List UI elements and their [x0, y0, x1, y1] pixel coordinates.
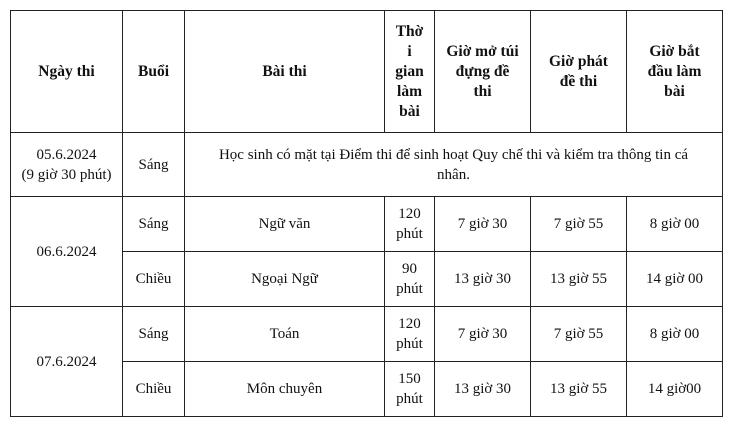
- open-time-cell: 13 giờ 30: [435, 252, 531, 307]
- header-duration-line: làm: [397, 82, 422, 100]
- header-row: [11, 11, 723, 133]
- session-cell: Chiều: [123, 252, 185, 307]
- header-open-line: thi: [473, 82, 492, 100]
- header-duration: [385, 11, 435, 133]
- duration-cell: 150 phút: [385, 362, 435, 417]
- date-text: 05.6.2024: [36, 146, 97, 163]
- header-start-line: đầu làm: [647, 62, 702, 80]
- start-time-cell: 14 giờ 00: [627, 252, 723, 307]
- table-row: [11, 133, 723, 197]
- header-distribute: [531, 11, 627, 133]
- session-cell: Sáng: [123, 197, 185, 252]
- header-session: Buổi: [123, 11, 185, 133]
- duration-cell: 120 phút: [385, 197, 435, 252]
- subject-cell: Môn chuyên: [185, 362, 385, 417]
- subject-cell: Toán: [185, 307, 385, 362]
- distribute-time-cell: 13 giờ 55: [531, 362, 627, 417]
- start-time-cell: 14 giờ00: [627, 362, 723, 417]
- header-open-line: đựng đề: [455, 62, 510, 80]
- header-start-line: bài: [664, 82, 685, 100]
- distribute-time-cell: 13 giờ 55: [531, 252, 627, 307]
- open-time-cell: 7 giờ 30: [435, 307, 531, 362]
- distribute-time-cell: 7 giờ 55: [531, 307, 627, 362]
- header-start: [627, 11, 723, 133]
- subject-cell: Ngoại Ngữ: [185, 252, 385, 307]
- duration-cell: 120 phút: [385, 307, 435, 362]
- open-time-cell: 7 giờ 30: [435, 197, 531, 252]
- table-row: [11, 307, 723, 362]
- distribute-time-cell: 7 giờ 55: [531, 197, 627, 252]
- header-duration-line: i: [407, 42, 412, 60]
- date-cell: 07.6.2024: [11, 307, 123, 417]
- exam-schedule-table: [10, 10, 723, 417]
- header-open-bag: [435, 11, 531, 133]
- header-duration-line: bài: [399, 102, 420, 120]
- start-time-cell: 8 giờ 00: [627, 197, 723, 252]
- header-distribute-line: Giờ phát: [549, 52, 608, 70]
- table-row: [11, 197, 723, 252]
- header-date: Ngày thi: [11, 11, 123, 133]
- open-time-cell: 13 giờ 30: [435, 362, 531, 417]
- note-cell: Học sinh có mặt tại Điểm thi để sinh hoạt Quy chế thi và kiểm tra thông tin cá nhân.: [185, 133, 723, 197]
- subject-cell: Ngữ văn: [185, 197, 385, 252]
- session-cell: Sáng: [123, 133, 185, 197]
- header-duration-line: gian: [395, 62, 424, 80]
- duration-cell: 90 phút: [385, 252, 435, 307]
- date-cell: [11, 133, 123, 197]
- session-cell: Chiều: [123, 362, 185, 417]
- header-start-line: Giờ bắt: [649, 42, 700, 60]
- time-text: (9 giờ 30 phút): [21, 166, 112, 183]
- header-distribute-line: đề thi: [559, 72, 598, 90]
- header-subject: Bài thi: [185, 11, 385, 133]
- date-cell: 06.6.2024: [11, 197, 123, 307]
- header-duration-line: Thờ: [395, 22, 424, 40]
- header-open-line: Giờ mở túi: [446, 42, 519, 60]
- start-time-cell: 8 giờ 00: [627, 307, 723, 362]
- session-cell: Sáng: [123, 307, 185, 362]
